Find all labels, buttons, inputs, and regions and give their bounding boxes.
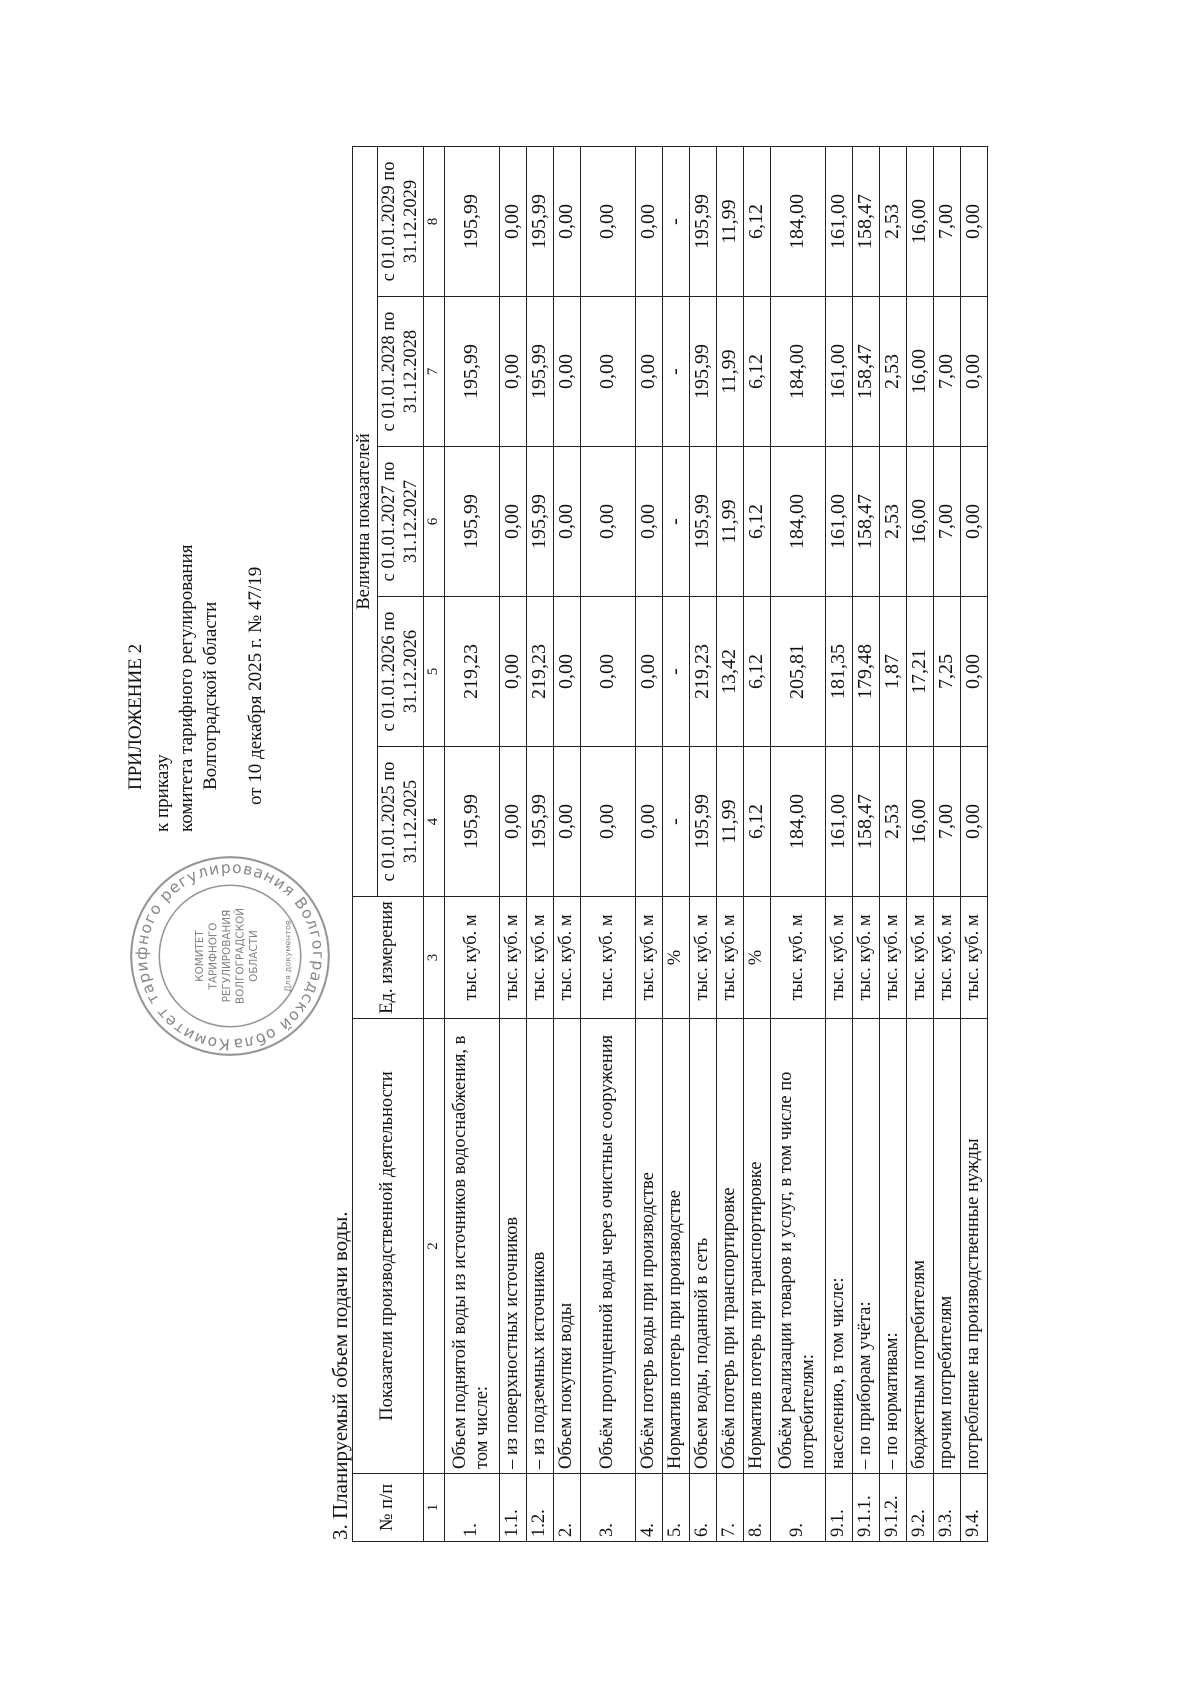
row-indicator-name: бюджетным потребителям <box>907 1019 934 1474</box>
row-unit: тыс. куб. м <box>826 897 853 1019</box>
row-indicator-name: Объём потерь при транспортировке <box>717 1019 744 1474</box>
row-unit: тыс. куб. м <box>961 897 988 1019</box>
row-value: 0,00 <box>554 447 581 597</box>
row-value: 0,00 <box>636 146 663 296</box>
col-header-period: с 01.01.2025 по 31.12.2025 <box>377 747 424 897</box>
row-indicator-name: Объём пропущенной воды через очистные сооружения <box>581 1019 636 1474</box>
seal-ring-text: Комитет тарифного регулирования Волгоградской обла <box>132 858 328 1054</box>
column-index-cell: 6 <box>424 447 445 597</box>
row-indicator-name: Объем поднятой воды из источников водоснабжения, в том числе: <box>445 1019 500 1474</box>
row-indicator-name: населению, в том числе: <box>826 1019 853 1474</box>
seal-center-line: КОМИТЕТ <box>193 930 206 982</box>
table-row <box>527 146 554 1541</box>
row-indicator-name: Норматив потерь при производстве <box>663 1019 690 1474</box>
row-number: 5. <box>663 1474 690 1542</box>
order-date-number: от 10 декабря 2025 г. № 47/19 <box>245 566 266 805</box>
seal-center-line: ТАРИФНОГО <box>207 922 220 990</box>
seal-center-line: ВОЛГОГРАДСКОЙ <box>234 907 247 1005</box>
row-value: 2,53 <box>880 747 907 897</box>
table-row <box>907 146 934 1541</box>
row-value: 0,00 <box>581 146 636 296</box>
row-value: 7,00 <box>934 146 961 296</box>
row-indicator-name: Объем покупки воды <box>554 1019 581 1474</box>
row-value: 0,00 <box>961 747 988 897</box>
column-index-row <box>424 146 445 1541</box>
row-value: 158,47 <box>853 747 880 897</box>
row-number: 2. <box>554 1474 581 1542</box>
row-value: 16,00 <box>907 447 934 597</box>
row-value: 219,23 <box>690 597 717 747</box>
row-value: 16,00 <box>907 146 934 296</box>
official-seal <box>126 852 334 1060</box>
row-value: 195,99 <box>690 447 717 597</box>
row-value: 11,99 <box>717 747 744 897</box>
column-index-cell: 2 <box>424 1019 445 1474</box>
row-value: 11,99 <box>717 447 744 597</box>
col-header-unit: Ед. измерения <box>353 897 424 1019</box>
row-value: 2,53 <box>880 146 907 296</box>
row-number: 9.4. <box>961 1474 988 1542</box>
row-number: 4. <box>636 1474 663 1542</box>
row-indicator-name: потребление на производственные нужды <box>961 1019 988 1474</box>
column-index-cell: 7 <box>424 297 445 447</box>
group-header-values: Величина показателей <box>353 146 378 896</box>
row-value: 0,00 <box>500 597 527 747</box>
row-value: 0,00 <box>581 447 636 597</box>
row-value: 6,12 <box>744 297 771 447</box>
col-header-period: с 01.01.2029 по 31.12.2029 <box>377 146 424 296</box>
row-value: 6,12 <box>744 146 771 296</box>
table-row <box>581 146 636 1541</box>
row-number: 9.1.2. <box>880 1474 907 1542</box>
table-row <box>554 146 581 1541</box>
row-value: 6,12 <box>744 747 771 897</box>
row-value: 161,00 <box>826 747 853 897</box>
row-value: 195,99 <box>445 447 500 597</box>
col-header-period: с 01.01.2027 по 31.12.2027 <box>377 447 424 597</box>
row-number: 9. <box>771 1474 826 1542</box>
row-value: 195,99 <box>527 146 554 296</box>
row-value: 184,00 <box>771 297 826 447</box>
column-index-cell: 8 <box>424 146 445 296</box>
row-unit: тыс. куб. м <box>690 897 717 1019</box>
appendix-line-4: Волгоградской области <box>200 601 221 790</box>
column-index-cell: 5 <box>424 597 445 747</box>
row-value: - <box>663 597 690 747</box>
table-row <box>663 146 690 1541</box>
table-row <box>826 146 853 1541</box>
row-number: 9.1. <box>826 1474 853 1542</box>
row-indicator-name: – из подземных источников <box>527 1019 554 1474</box>
row-value: 195,99 <box>690 297 717 447</box>
row-unit: тыс. куб. м <box>853 897 880 1019</box>
table-row <box>853 146 880 1541</box>
row-value: 0,00 <box>554 297 581 447</box>
row-value: 0,00 <box>581 597 636 747</box>
row-indicator-name: Объём потерь воды при производстве <box>636 1019 663 1474</box>
row-value: 195,99 <box>690 146 717 296</box>
row-number: 9.1.1. <box>853 1474 880 1542</box>
row-value: 1,87 <box>880 597 907 747</box>
row-value: 6,12 <box>744 597 771 747</box>
col-header-name: Показатели производственной деятельности <box>353 1019 424 1474</box>
row-number: 1.1. <box>500 1474 527 1542</box>
row-value: 7,00 <box>934 747 961 897</box>
row-value: 0,00 <box>961 447 988 597</box>
row-value: - <box>663 447 690 597</box>
table-row <box>500 146 527 1541</box>
row-value: 16,00 <box>907 747 934 897</box>
column-index-cell: 1 <box>424 1474 445 1542</box>
row-value: 0,00 <box>581 747 636 897</box>
row-value: 161,00 <box>826 447 853 597</box>
table-row <box>717 146 744 1541</box>
row-value: 158,47 <box>853 447 880 597</box>
row-unit: тыс. куб. м <box>717 897 744 1019</box>
row-value: 11,99 <box>717 146 744 296</box>
row-value: 195,99 <box>445 297 500 447</box>
row-unit: % <box>663 897 690 1019</box>
row-value: 0,00 <box>500 747 527 897</box>
row-unit: тыс. куб. м <box>445 897 500 1019</box>
appendix-line-3: комитета тарифного регулирования <box>176 544 197 832</box>
row-number: 1.2. <box>527 1474 554 1542</box>
row-value: 13,42 <box>717 597 744 747</box>
row-value: 7,00 <box>934 297 961 447</box>
row-value: - <box>663 146 690 296</box>
row-value: 158,47 <box>853 146 880 296</box>
row-value: 184,00 <box>771 146 826 296</box>
row-value: 195,99 <box>445 146 500 296</box>
table-row <box>880 146 907 1541</box>
table-row <box>636 146 663 1541</box>
header-row-1 <box>353 146 378 1541</box>
row-value: 195,99 <box>527 297 554 447</box>
row-value: 161,00 <box>826 297 853 447</box>
seal-center-line: ОБЛАСТИ <box>248 930 261 982</box>
row-value: 184,00 <box>771 447 826 597</box>
row-value: 0,00 <box>961 297 988 447</box>
table-body <box>445 146 988 1541</box>
row-value: 2,53 <box>880 297 907 447</box>
col-header-period: с 01.01.2026 по 31.12.2026 <box>377 597 424 747</box>
row-value: 17,21 <box>907 597 934 747</box>
row-unit: тыс. куб. м <box>934 897 961 1019</box>
row-indicator-name: Объём реализации товаров и услуг, в том числе по потребителям: <box>771 1019 826 1474</box>
seal-graphic <box>126 852 334 1060</box>
section-title: 3. Планируемый объем подачи воды. <box>328 1211 352 1540</box>
row-value: 195,99 <box>527 747 554 897</box>
table-row <box>445 146 500 1541</box>
row-value: 11,99 <box>717 297 744 447</box>
appendix-line-2: к приказу <box>152 754 173 832</box>
seal-small-text: Для документов <box>282 920 293 992</box>
row-unit: тыс. куб. м <box>636 897 663 1019</box>
row-value: - <box>663 747 690 897</box>
row-value: 7,00 <box>934 447 961 597</box>
row-value: - <box>663 297 690 447</box>
row-unit: тыс. куб. м <box>907 897 934 1019</box>
row-value: 0,00 <box>581 297 636 447</box>
row-unit: тыс. куб. м <box>500 897 527 1019</box>
appendix-title: ПРИЛОЖЕНИЕ 2 <box>125 643 146 790</box>
row-value: 181,35 <box>826 597 853 747</box>
table-row <box>961 146 988 1541</box>
row-unit: тыс. куб. м <box>880 897 907 1019</box>
row-indicator-name: – по нормативам: <box>880 1019 907 1474</box>
row-indicator-name: – из поверхностных источников <box>500 1019 527 1474</box>
row-value: 16,00 <box>907 297 934 447</box>
row-number: 7. <box>717 1474 744 1542</box>
row-indicator-name: Объем воды, поданной в сеть <box>690 1019 717 1474</box>
table-row <box>934 146 961 1541</box>
row-unit: тыс. куб. м <box>581 897 636 1019</box>
row-number: 3. <box>581 1474 636 1542</box>
row-value: 0,00 <box>554 597 581 747</box>
row-value: 0,00 <box>500 146 527 296</box>
row-unit: тыс. куб. м <box>771 897 826 1019</box>
row-value: 179,48 <box>853 597 880 747</box>
col-header-num: № п/п <box>353 1474 424 1542</box>
row-value: 0,00 <box>636 597 663 747</box>
table-row <box>771 146 826 1541</box>
row-value: 2,53 <box>880 447 907 597</box>
row-indicator-name: Норматив потерь при транспортировке <box>744 1019 771 1474</box>
row-unit: % <box>744 897 771 1019</box>
row-unit: тыс. куб. м <box>554 897 581 1019</box>
column-index-cell: 4 <box>424 747 445 897</box>
table-row <box>690 146 717 1541</box>
row-value: 205,81 <box>771 597 826 747</box>
row-value: 219,23 <box>445 597 500 747</box>
column-index-cell: 3 <box>424 897 445 1019</box>
row-value: 195,99 <box>690 747 717 897</box>
row-value: 0,00 <box>500 297 527 447</box>
row-value: 195,99 <box>445 747 500 897</box>
row-value: 0,00 <box>554 747 581 897</box>
row-value: 184,00 <box>771 747 826 897</box>
row-value: 0,00 <box>500 447 527 597</box>
table-row <box>744 146 771 1541</box>
col-header-period: с 01.01.2028 по 31.12.2028 <box>377 297 424 447</box>
row-value: 6,12 <box>744 447 771 597</box>
row-indicator-name: прочим потребителям <box>934 1019 961 1474</box>
row-value: 0,00 <box>636 447 663 597</box>
row-number: 6. <box>690 1474 717 1542</box>
row-unit: тыс. куб. м <box>527 897 554 1019</box>
row-value: 195,99 <box>527 447 554 597</box>
row-value: 0,00 <box>961 597 988 747</box>
row-value: 0,00 <box>636 297 663 447</box>
row-indicator-name: – по приборам учёта: <box>853 1019 880 1474</box>
row-number: 9.3. <box>934 1474 961 1542</box>
row-value: 0,00 <box>636 747 663 897</box>
row-number: 1. <box>445 1474 500 1542</box>
row-number: 8. <box>744 1474 771 1542</box>
water-supply-table <box>352 146 988 1542</box>
row-value: 7,25 <box>934 597 961 747</box>
seal-center-line: РЕГУЛИРОВАНИЯ <box>221 909 233 1003</box>
row-value: 0,00 <box>554 146 581 296</box>
row-number: 9.2. <box>907 1474 934 1542</box>
row-value: 0,00 <box>961 146 988 296</box>
row-value: 158,47 <box>853 297 880 447</box>
row-value: 161,00 <box>826 146 853 296</box>
row-value: 219,23 <box>527 597 554 747</box>
